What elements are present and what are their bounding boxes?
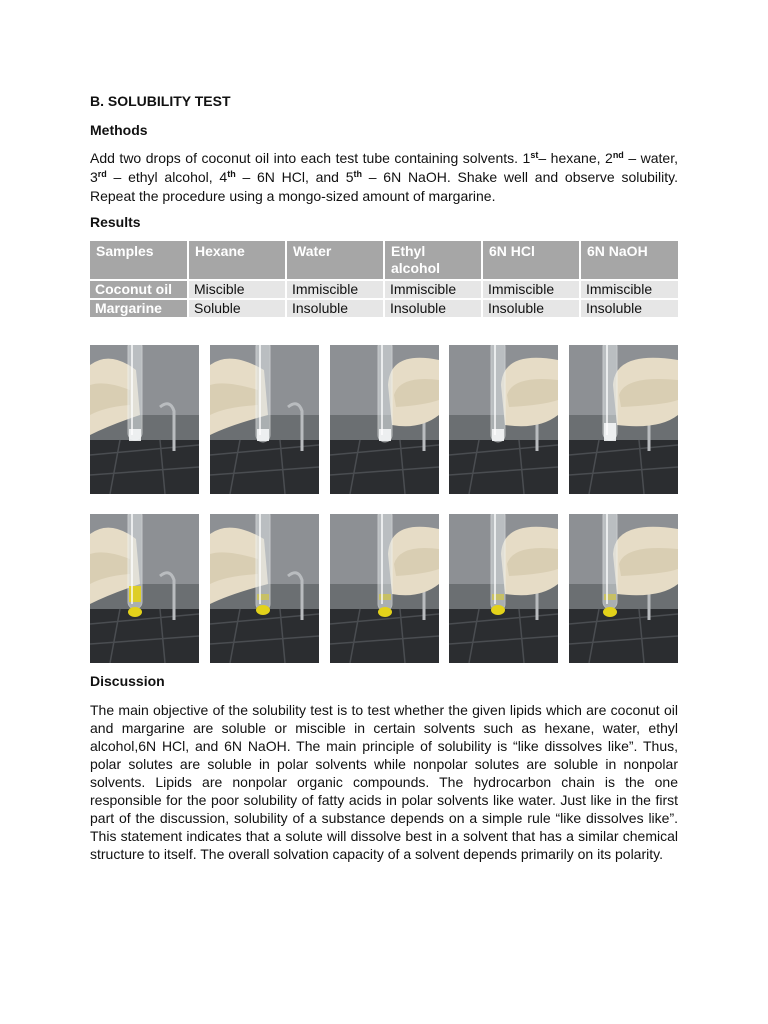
table-cell: Immiscible <box>482 280 580 299</box>
methods-text-part: – 6N NaOH. Shake well and observe solubility. Repeat the procedure using a mongo-sized amount of margarine. <box>90 169 679 204</box>
table-row <box>90 299 678 318</box>
table-cell: Insoluble <box>580 299 678 318</box>
test-tube-photo <box>330 345 439 494</box>
test-tube-photo <box>90 514 199 663</box>
row-header: Coconut oil <box>90 280 188 299</box>
test-tube-photo <box>210 345 319 494</box>
ordinal-suffix: th <box>353 169 363 179</box>
table-header-row <box>90 241 678 280</box>
test-tube-photo <box>449 345 558 494</box>
table-cell: Insoluble <box>384 299 482 318</box>
results-table <box>90 241 678 319</box>
ordinal-suffix: nd <box>612 150 624 160</box>
table-cell: Immiscible <box>580 280 678 299</box>
row-header: Margarine <box>90 299 188 318</box>
column-header: Hexane <box>188 241 286 280</box>
table-cell: Immiscible <box>286 280 384 299</box>
ordinal-suffix: rd <box>97 169 107 179</box>
ordinal-suffix: th <box>227 169 236 179</box>
discussion-paragraph: The main objective of the solubility test is to test whether the given lipids which are coconut oil and margarine are soluble or miscible in certain solvents such as hexane, water, ethyl alcohol,6N HCl, and 6N NaOH. The main principle of solubility is “like dissolves like”. Thus, polar solutes are soluble in polar solvents while nonpolar solutes are soluble in nonpolar solvents. Lipids are nonpolar organic compounds. The hydrocarbon chain is the one responsible for the poor solubility of fatty acids in polar solvents like water. Just like in the first part of the discussion, solubility of a substance depends on a simple rule “like dissolves like”. This statement indicates that a solute will dissolve best in a solvent that has a similar chemical structure to itself. The overall solvation capacity of a solvent depends primarily on its polarity. <box>90 702 678 862</box>
column-header: 6N NaOH <box>580 241 678 280</box>
methods-paragraph <box>90 149 678 206</box>
test-tube-photo <box>90 345 199 494</box>
discussion-heading: Discussion <box>90 673 165 689</box>
column-header: 6N HCl <box>482 241 580 280</box>
methods-text-part: – ethyl alcohol, 4 <box>106 169 228 185</box>
column-header: Samples <box>90 241 188 280</box>
test-tube-photo <box>210 514 319 663</box>
methods-text-part: – hexane, 2 <box>538 150 613 166</box>
section-title: B. SOLUBILITY TEST <box>90 93 231 109</box>
methods-text-part: – 6N HCl, and 5 <box>235 169 354 185</box>
ordinal-suffix: st <box>530 150 539 160</box>
results-heading: Results <box>90 214 141 230</box>
test-tube-photo <box>449 514 558 663</box>
table-cell: Insoluble <box>482 299 580 318</box>
test-tube-photo <box>569 345 678 494</box>
table-cell: Soluble <box>188 299 286 318</box>
column-header: Ethyl alcohol <box>384 241 482 280</box>
table-cell: Immiscible <box>384 280 482 299</box>
table-cell: Miscible <box>188 280 286 299</box>
methods-heading: Methods <box>90 122 148 138</box>
test-tube-photo <box>569 514 678 663</box>
methods-text-part: – water, 3 <box>90 150 679 185</box>
table-cell: Insoluble <box>286 299 384 318</box>
table-row <box>90 280 678 299</box>
test-tube-photo <box>330 514 439 663</box>
column-header: Water <box>286 241 384 280</box>
methods-text-part: Add two drops of coconut oil into each test tube containing solvents. 1 <box>90 150 531 166</box>
